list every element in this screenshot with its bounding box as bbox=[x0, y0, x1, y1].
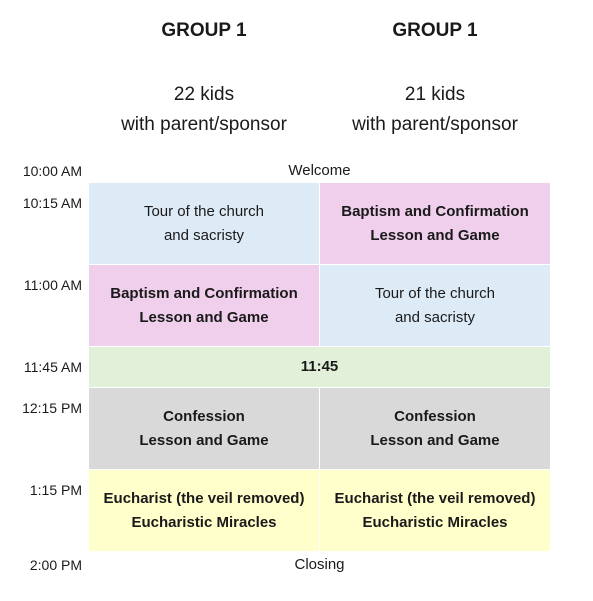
cell-line: and sacristy bbox=[394, 308, 476, 326]
cell-line: 11:45 bbox=[300, 358, 339, 375]
time-label: 11:00 AM bbox=[23, 277, 82, 293]
schedule-cell bbox=[89, 347, 550, 387]
group-1-title: GROUP 1 bbox=[161, 20, 247, 41]
cell-line: Lesson and Game bbox=[370, 226, 500, 244]
cell-line: Confession bbox=[163, 407, 245, 425]
schedule-cell bbox=[89, 388, 319, 469]
cell-line: and sacristy bbox=[163, 226, 245, 244]
time-label: 1:15 PM bbox=[29, 482, 82, 498]
time-label: 11:45 AM bbox=[23, 359, 82, 375]
group-2-subtitle: with parent/sponsor bbox=[352, 114, 518, 135]
cell-line: Lesson and Game bbox=[139, 308, 269, 326]
schedule-cell bbox=[89, 183, 319, 264]
cell-line: Tour of the church bbox=[374, 284, 496, 302]
welcome-label: Welcome bbox=[288, 162, 351, 179]
schedule-cell bbox=[320, 265, 550, 346]
cell-line: Eucharistic Miracles bbox=[362, 513, 508, 531]
group-2-info bbox=[320, 80, 550, 140]
schedule-cell bbox=[89, 470, 319, 551]
time-label: 10:00 AM bbox=[22, 163, 82, 179]
schedule-cell bbox=[89, 265, 319, 346]
cell-line: Tour of the church bbox=[143, 202, 265, 220]
schedule-cell bbox=[320, 388, 550, 469]
group-1-count: 22 kids bbox=[173, 84, 235, 105]
cell-line: Baptism and Confirmation bbox=[110, 284, 298, 302]
cell-line: Eucharist (the veil removed) bbox=[334, 489, 536, 507]
group-1-subtitle: with parent/sponsor bbox=[121, 114, 287, 135]
time-label: 2:00 PM bbox=[29, 557, 82, 573]
group-2-title: GROUP 1 bbox=[392, 20, 478, 41]
time-label: 10:15 AM bbox=[22, 195, 82, 211]
schedule-cell bbox=[320, 183, 550, 264]
group-1-info bbox=[89, 80, 319, 140]
cell-line: Eucharist (the veil removed) bbox=[103, 489, 305, 507]
time-label: 12:15 PM bbox=[22, 400, 82, 416]
cell-line: Lesson and Game bbox=[139, 431, 269, 449]
cell-line: Confession bbox=[394, 407, 476, 425]
schedule-cell bbox=[320, 470, 550, 551]
cell-line: Baptism and Confirmation bbox=[341, 202, 529, 220]
cell-line: Eucharistic Miracles bbox=[131, 513, 277, 531]
group-2-count: 21 kids bbox=[404, 84, 466, 105]
closing-label: Closing bbox=[294, 556, 345, 573]
cell-line: Lesson and Game bbox=[370, 431, 500, 449]
